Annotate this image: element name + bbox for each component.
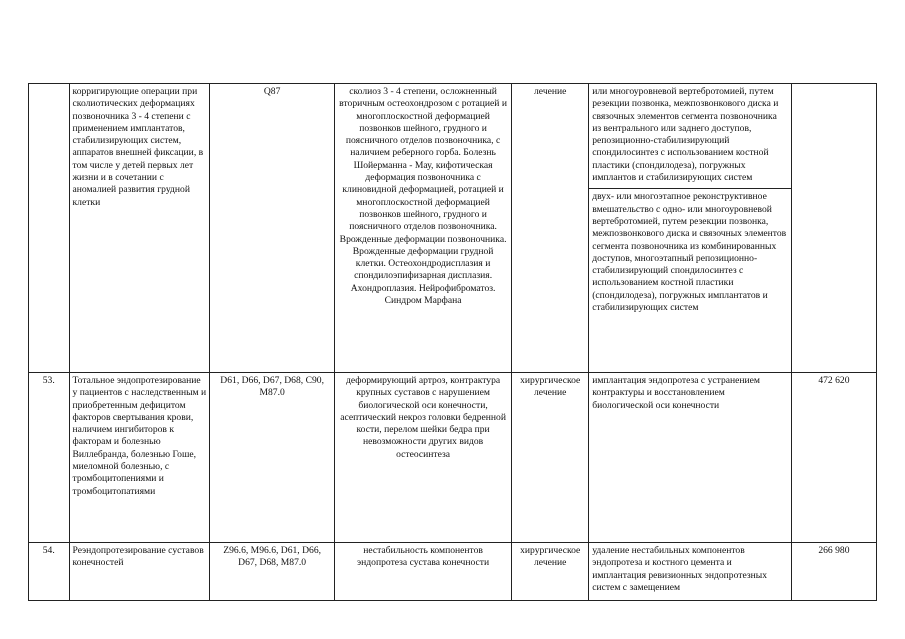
table-row — [29, 543, 877, 601]
patient-model: деформирующий артроз, контрактура крупных суставов с нарушением биологической оси конечности, асептический некроз головки бедренной кости, перелом шейки бедра при невозможности других видов остеосинтеза — [334, 373, 511, 543]
treatment-method: двух- или многоэтапное реконструктивное вмешательство с одно- или многоуровневой вертебротомией, путем резекции позвонка, межпозвонкового диска и связочных элементов сегмента позвоночника из комбинированных доступов, многоэтапный репозиционно-стабилизирующий спондилосинтез с использованием костной пластики (спондилодеза), погружных имплантатов и стабилизирующих систем — [589, 188, 791, 314]
treatment-method: удаление нестабильных компонентов эндопротеза и костного цемента и имплантация ревизионных эндопротезных систем с замещением — [589, 543, 792, 601]
diagnosis-codes: D61, D66, D67, D68, C90, M87.0 — [210, 373, 335, 543]
treatment-method: или многоуровневой вертебротомией, путем резекции позвонка, межпозвонкового диска и связочных элементов сегмента позвоночника из вентрального или заднего доступов, репозиционно-стабилизирующий спондилосинтез с использованием костной пластики (спондилодеза), погружных имплантов и стабилизирующих систем — [592, 86, 779, 184]
cost-value: 472 620 — [791, 373, 876, 543]
procedure-name: Тотальное эндопротезирование у пациентов с наследственным и приобретенным дефицитом факторов свертывания крови, наличием ингибиторов к факторам и болезнью Виллебранда, болезнью Гоше, миеломной болезнью, с тромбоцитопениями и тромбоцитопатиями — [69, 373, 210, 543]
treatment-method-cell — [589, 84, 792, 373]
treatment-method: имплантация эндопротеза с устранением контрактуры и восстановлением биологической оси конечности — [589, 373, 792, 543]
medical-care-table — [28, 83, 877, 601]
row-number: 53. — [29, 373, 70, 543]
row-number: 54. — [29, 543, 70, 601]
cost-value — [791, 84, 876, 373]
cost-value: 266 980 — [791, 543, 876, 601]
diagnosis-codes: Z96.6, M96.6, D61, D66, D67, D68, M87.0 — [210, 543, 335, 601]
procedure-name: корригирующие операции при сколиотических деформациях позвоночника 3 - 4 степени с применением имплантатов, стабилизирующих систем, аппаратов внешней фиксации, в том числе у детей первых лет жизни и в сочетании с аномалией развития грудной клетки — [69, 84, 210, 373]
patient-model: нестабильность компонентов эндопротеза сустава конечности — [334, 543, 511, 601]
table-row — [29, 84, 877, 373]
procedure-name: Реэндопротезирование суставов конечностей — [69, 543, 210, 601]
treatment-type: хирургическое лечение — [512, 543, 589, 601]
row-number — [29, 84, 70, 373]
diagnosis-codes: Q87 — [210, 84, 335, 373]
treatment-type: хирургическое лечение — [512, 373, 589, 543]
table-row — [29, 373, 877, 543]
treatment-type: лечение — [512, 84, 589, 373]
patient-model: сколиоз 3 - 4 степени, осложненный вторичным остеохондрозом с ротацией и многоплоскостной деформацией позвонков шейного, грудного и поясничного отделов позвоночника, с наличием реберного горба. Болезнь Шойерманна - Мау, кифотическая деформация позвоночника с клиновидной деформацией, ротацией и многоплоскостной деформацией позвонков шейного, грудного и поясничного отделов позвоночника. Врожденные деформации позвоночника. Врожденные деформации грудной клетки. Остеохондродисплазия и спондилоэпифизарная дисплазия. Ахондроплазия. Нейрофиброматоз. Синдром Марфана — [334, 84, 511, 373]
